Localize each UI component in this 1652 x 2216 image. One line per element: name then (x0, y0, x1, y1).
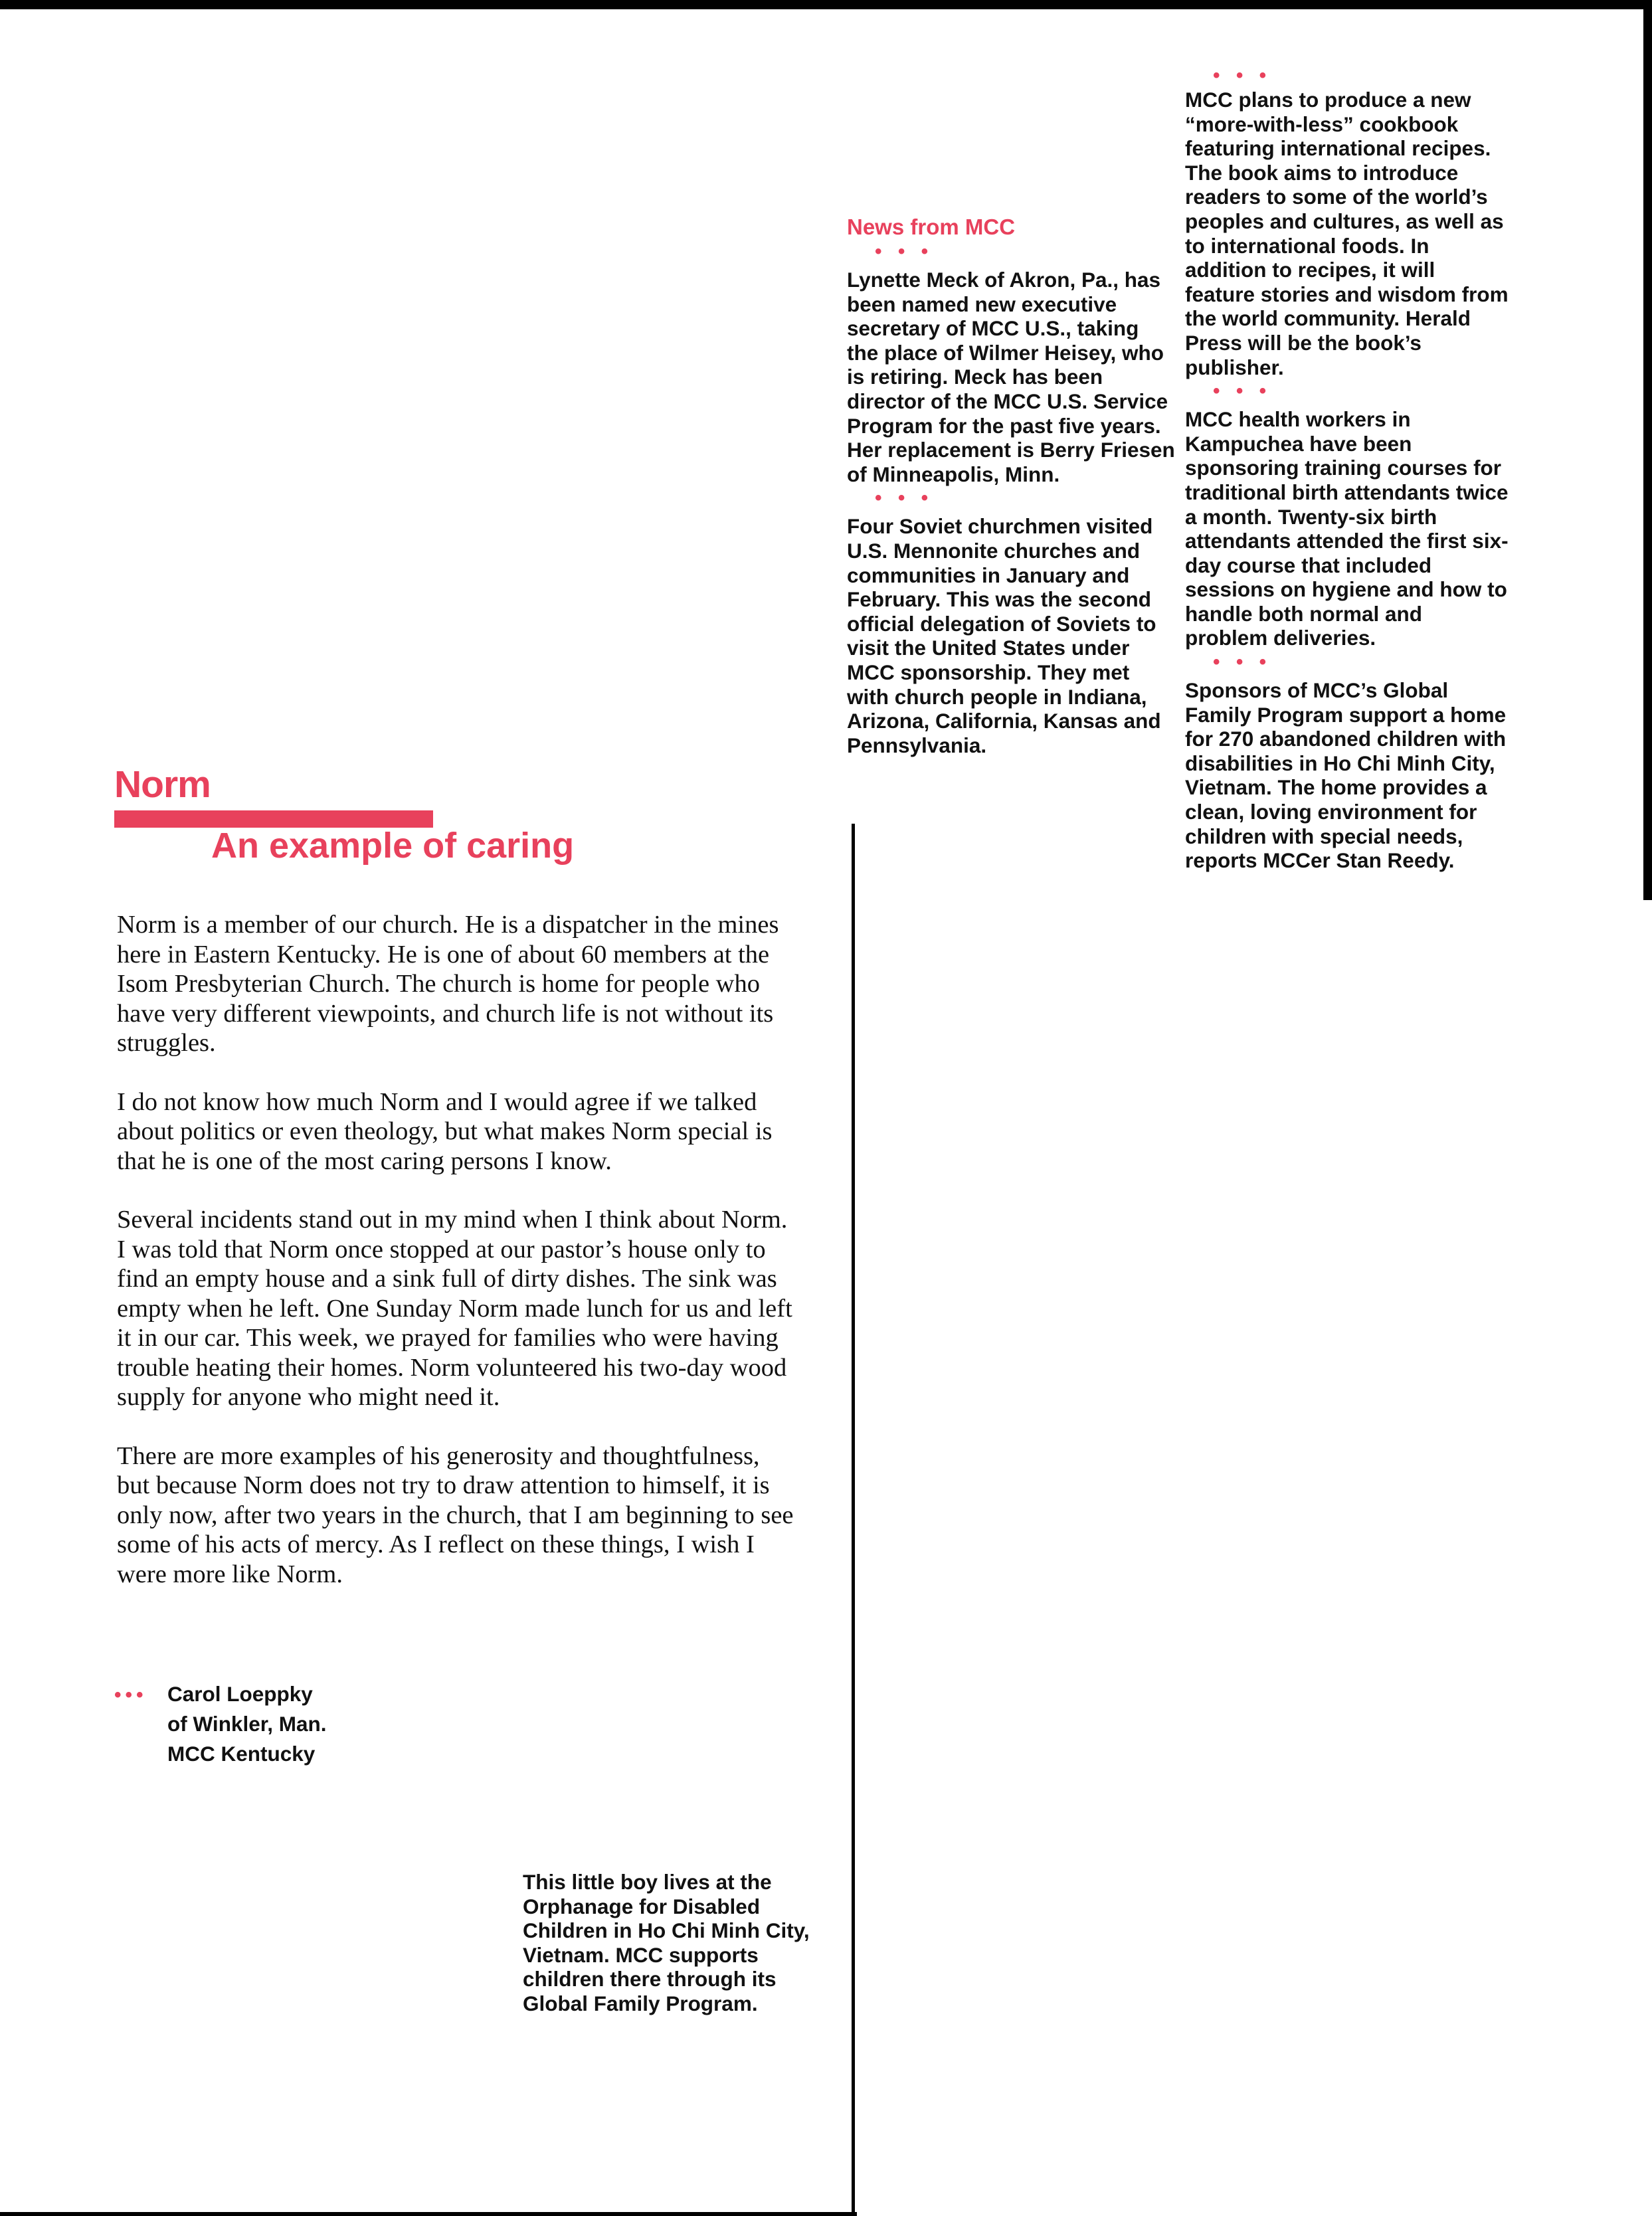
article-paragraph: There are more examples of his generosity and thoughtfulness, but because Norm does not try to draw attention to himself, it is only now, after two years in the church, that I am beginning to see some of his acts of mercy. As I reflect on these things, I wish I were more like Norm. (117, 1441, 794, 1588)
author-name: Carol Loeppky (167, 1682, 313, 1706)
author-organization: MCC Kentucky (167, 1742, 316, 1766)
news-item-soviet-churchmen: Four Soviet churchmen visited U.S. Mennonite churches and communities in January and February. This was the second official delegation of Soviets to visit the United States under MCC sponsorship. They met with church people in Indiana, Arizona, California, Kansas and Pennsylvania. (847, 514, 1161, 757)
article-paragraph: I do not know how much Norm and I would agree if we talked about politics or even theology, but what makes Norm special is that he is one of the most caring persons I know. (117, 1087, 773, 1175)
bottom-edge-border (0, 2212, 857, 2216)
separator-dots: • • • (1213, 64, 1272, 86)
author-signature (114, 1679, 327, 1769)
page-fold-line (852, 824, 855, 2216)
separator-dots: • • • (1213, 380, 1272, 403)
right-edge-border (1643, 0, 1652, 900)
separator-dots: • • • (875, 487, 934, 509)
article-title: Norm (114, 763, 211, 806)
news-heading: News from MCC (847, 215, 1016, 239)
article-paragraph: Several incidents stand out in my mind when I think about Norm. I was told that Norm once stopped at our pastor’s house only to find an empty house and a sink full of dirty dishes. The sink was empty when he left. One Sunday Norm made lunch for us and left it in our car. This week, we prayed for families who were having trouble heating their homes. Norm volunteered his two-day wood supply for anyone who might need it. (117, 1206, 792, 1411)
news-item-kampuchea: MCC health workers in Kampuchea have been sponsoring training courses for traditional birth attendants twice a month. Twenty-six birth attendants attended the first six-day course that included sessions on hygiene and how to handle both normal and problem deliveries. (1185, 407, 1509, 650)
separator-dots: • • • (875, 240, 934, 262)
news-item-global-family: Sponsors of MCC’s Global Family Program support a home for 270 abandoned children with disabilities in Ho Chi Minh City, Vietnam. The home provides a clean, loving environment for children with special needs, reports MCCer Stan Reedy. (1185, 678, 1507, 873)
top-border (0, 0, 1652, 9)
photo-caption: This little boy lives at the Orphanage for Disabled Children in Ho Chi Minh City, Vietnam. MCC supports children there through its Global Family Program. (523, 1870, 810, 2015)
separator-dots: • • • (1213, 651, 1272, 674)
article-subtitle: An example of caring (211, 826, 575, 866)
article-body (117, 910, 794, 1618)
author-location: of Winkler, Man. (167, 1712, 327, 1736)
news-item-cookbook: MCC plans to produce a new “more-with-less” cookbook featuring international recipes. The book aims to introduce readers to some of the world’s peoples and cultures, as well as to international foods. In addition to recipes, it will feature stories and wisdom from the world community. Herald Press will be the book’s publisher. (1185, 88, 1509, 379)
signature-dots: ••• (114, 1684, 147, 1706)
news-column-left (847, 215, 1176, 757)
article-paragraph: Norm is a member of our church. He is a dispatcher in the mines here in Eastern Kentucky. He is one of about 60 members at the Isom Presbyterian Church. The church is home for people who have very different viewpoints, and church life is not without its struggles. (117, 911, 779, 1057)
news-item-meck: Lynette Meck of Akron, Pa., has been named new executive secretary of MCC U.S., taking the place of Wilmer Heisey, who is retiring. Meck has been director of the MCC U.S. Service Program for the past five years. Her replacement is Berry Friesen of Minneapolis, Minn. (847, 268, 1175, 486)
news-column-right (1185, 64, 1511, 873)
